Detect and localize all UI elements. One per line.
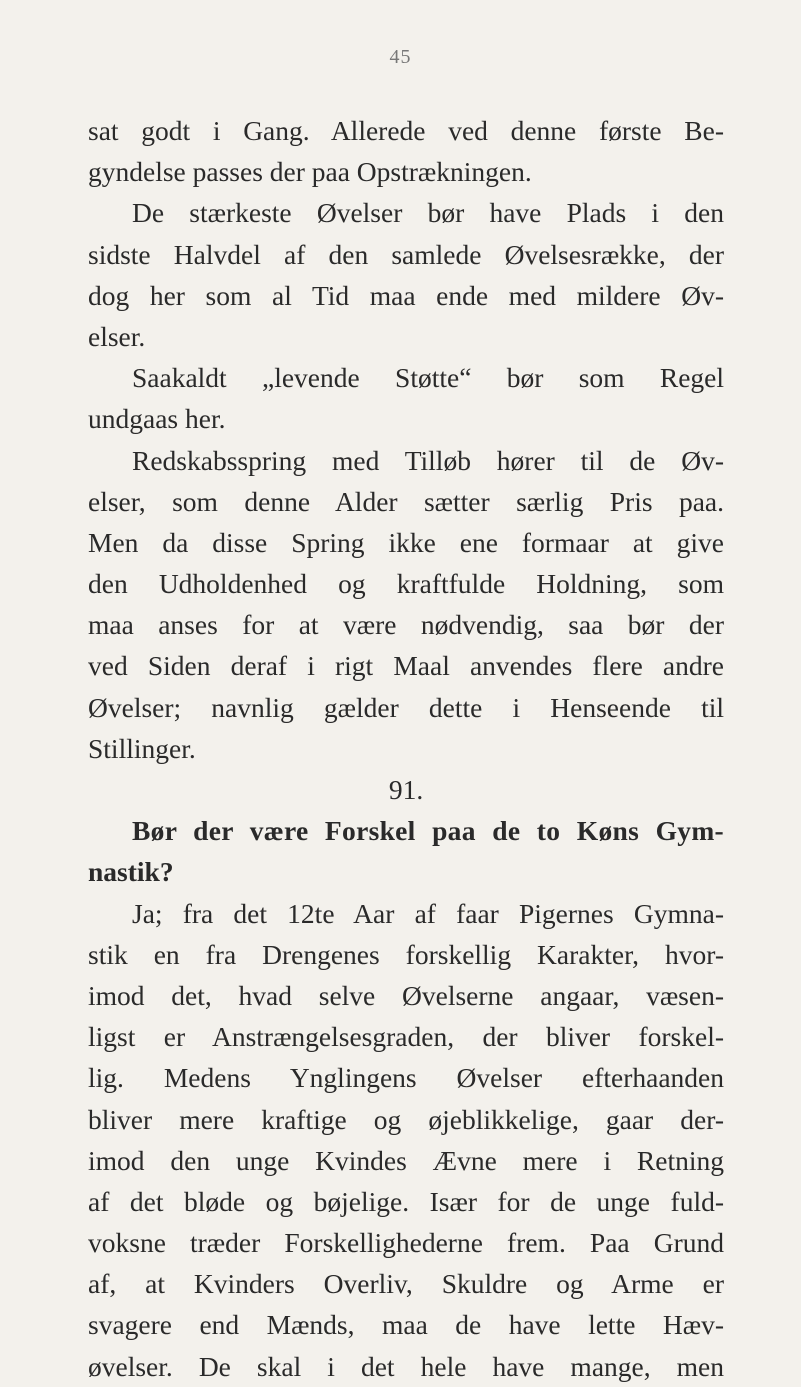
text-line: bliver mere kraftige og øjeblikkelige, gaar der- [88, 1103, 724, 1135]
text-line: Men da disse Spring ikke ene formaar at give [88, 526, 724, 558]
text-line: elser. [88, 320, 146, 352]
text-line: ved Siden deraf i rigt Maal anvendes flere andre [88, 650, 724, 682]
body-text [88, 110, 724, 1387]
text-line: af det bløde og bøjelige. Især for de unge fuld- [88, 1185, 724, 1217]
text-line: ligst er Anstrængelsesgraden, der bliver forskel- [88, 1021, 724, 1053]
text-line: af, at Kvinders Overliv, Skuldre og Arme er [88, 1268, 724, 1300]
text-line: sidste Halvdel af den samlede Øvelsesrække, der [88, 238, 724, 270]
text-line: Redskabsspring med Tilløb hører til de Øv- [132, 444, 724, 476]
page-number: 45 [389, 46, 412, 68]
text-line: imod den unge Kvindes Ævne mere i Retning [88, 1144, 724, 1176]
text-line: gyndelse passes der paa Opstrækningen. [88, 156, 532, 188]
text-line: maa anses for at være nødvendig, saa bør der [88, 609, 724, 641]
text-line: imod det, hvad selve Øvelserne angaar, væsen- [88, 979, 724, 1011]
text-line: Øvelser; navnlig gælder dette i Henseende til [88, 691, 724, 723]
text-line: undgaas her. [88, 403, 226, 435]
text-line: Bør der være Forskel paa de to Køns Gym- [132, 815, 724, 847]
text-line: sat godt i Gang. Allerede ved denne første Be- [88, 115, 724, 146]
text-line: elser, som denne Alder sætter særlig Pris paa. [88, 485, 724, 517]
text-line: stik en fra Drengenes forskellig Karakter, hvor- [88, 938, 724, 970]
text-line: Saakaldt „levende Støtte“ bør som Regel [132, 362, 724, 394]
text-line: Ja; fra det 12te Aar af faar Pigernes Gymna- [132, 897, 724, 929]
text-line: øvelser. De skal i det hele have mange, men [88, 1350, 724, 1382]
text-line: dog her som al Tid maa ende med mildere Øv- [88, 279, 724, 311]
text-line: den Udholdenhed og kraftfulde Holdning, som [88, 568, 724, 600]
text-line: voksne træder Forskellighederne frem. Paa Grund [88, 1227, 724, 1259]
text-line: 91. [388, 774, 424, 805]
text-line: Stillinger. [88, 732, 196, 764]
text-line: De stærkeste Øvelser bør have Plads i den [132, 197, 724, 229]
text-line: nastik? [88, 856, 174, 888]
text-line: svagere end Mænds, maa de have lette Hæv- [88, 1309, 724, 1341]
text-line: lig. Medens Ynglingens Øvelser efterhaanden [88, 1062, 724, 1094]
